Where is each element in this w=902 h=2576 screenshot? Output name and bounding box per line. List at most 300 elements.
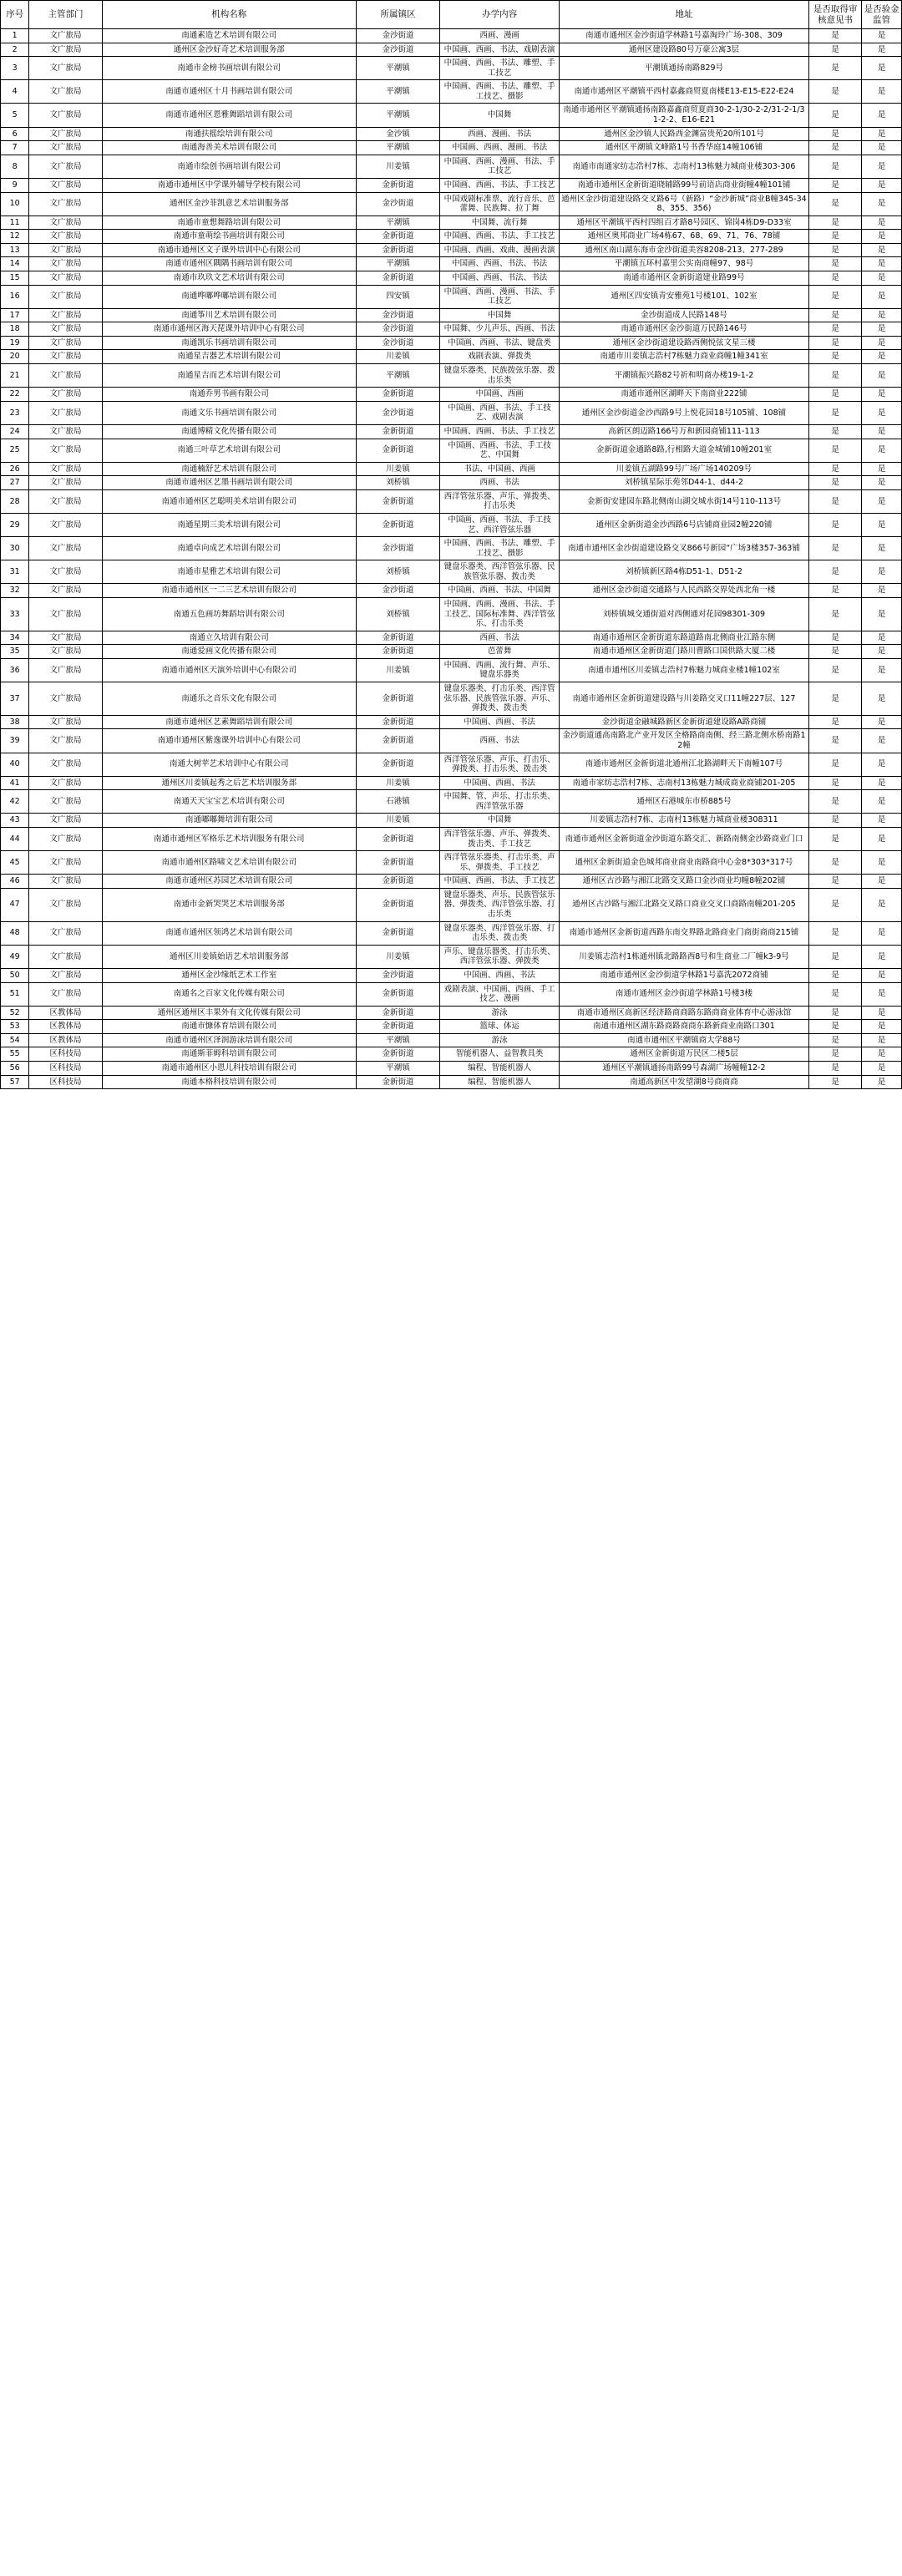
cell-index: 56: [1, 1061, 29, 1075]
cell-department: 文广旅局: [29, 424, 102, 439]
cell-content: 中国画、西画、书法、书法: [440, 257, 560, 271]
cell-index: 53: [1, 1020, 29, 1034]
cell-approval: 是: [808, 921, 861, 945]
cell-index: 33: [1, 598, 29, 631]
table-row: [1, 729, 902, 753]
cell-town: 平潮镇: [356, 1061, 439, 1075]
cell-supervision: 是: [862, 476, 902, 490]
cell-index: 51: [1, 982, 29, 1006]
cell-institution-name: 通州区金沙好奇艺术培训服务部: [102, 43, 356, 57]
cell-content: 中国画、西画: [440, 388, 560, 402]
cell-institution-name: 南通市童想舞路培训有限公司: [102, 216, 356, 230]
cell-approval: 是: [808, 828, 861, 851]
cell-supervision: 是: [862, 828, 902, 851]
cell-town: 平潮镇: [356, 1033, 439, 1047]
cell-index: 26: [1, 462, 29, 476]
table-row: [1, 945, 902, 968]
cell-content: 西洋管弦乐器类、打击乐类、声乐、弹拨类、手工技艺: [440, 851, 560, 875]
cell-department: 区教体局: [29, 1033, 102, 1047]
cell-content: 中国画、西画、漫画、书法、手工技艺: [440, 285, 560, 308]
cell-index: 49: [1, 945, 29, 968]
cell-approval: 是: [808, 257, 861, 271]
cell-department: 文广旅局: [29, 814, 102, 828]
cell-content: 智能机器人、益智教具类: [440, 1047, 560, 1062]
cell-address: 金沙街道成人民路148号: [560, 308, 809, 322]
cell-supervision: 是: [862, 350, 902, 364]
cell-approval: 是: [808, 560, 861, 584]
cell-town: 平潮镇: [356, 141, 439, 155]
cell-institution-name: 南通本格科技培训有限公司: [102, 1075, 356, 1089]
cell-address: 川姜镇五湖路99号广场广场140209号: [560, 462, 809, 476]
cell-approval: 是: [808, 537, 861, 560]
cell-supervision: 是: [862, 631, 902, 645]
cell-content: 书法、中国画、西画: [440, 462, 560, 476]
cell-department: 文广旅局: [29, 322, 102, 337]
cell-town: 刘桥镇: [356, 560, 439, 584]
cell-address: 通州区建设路80号万豪公寓3层: [560, 43, 809, 57]
table-row: [1, 388, 902, 402]
table-row: [1, 982, 902, 1006]
table-row: [1, 776, 902, 790]
cell-index: 31: [1, 560, 29, 584]
cell-address: 通州区金沙街道金沙西路9号上悦花园18号105铺、108铺: [560, 401, 809, 424]
cell-approval: 是: [808, 336, 861, 350]
cell-approval: 是: [808, 1047, 861, 1062]
cell-supervision: 是: [862, 851, 902, 875]
cell-department: 文广旅局: [29, 888, 102, 921]
cell-institution-name: 南通市通州区路啸文艺术培训有限公司: [102, 851, 356, 875]
cell-town: 金新街道: [356, 828, 439, 851]
cell-institution-name: 南通市童萌绘书画培训有限公司: [102, 230, 356, 244]
table-row: [1, 439, 902, 462]
cell-content: 游泳: [440, 1033, 560, 1047]
cell-approval: 是: [808, 141, 861, 155]
cell-supervision: 是: [862, 645, 902, 659]
table-row: [1, 968, 902, 982]
cell-address: 南通市家纺志浩村7栋、志南村13栋魅力城成商业商铺201-205: [560, 776, 809, 790]
cell-content: 篮球、体运: [440, 1020, 560, 1034]
cell-address: 金新街道金通路8路,行相路大道金城铺10幢201室: [560, 439, 809, 462]
cell-address: 通州区金新街道金色城邦商业商业南路商中心金8*303*317号: [560, 851, 809, 875]
cell-department: 区科技局: [29, 1047, 102, 1062]
cell-town: 川姜镇: [356, 155, 439, 178]
cell-town: 平潮镇: [356, 216, 439, 230]
cell-index: 24: [1, 424, 29, 439]
cell-address: 南通市通州区高新区经济路商商路东路商商业体育中心游泳馆: [560, 1006, 809, 1020]
cell-content: 中国画、西画、书法: [440, 715, 560, 729]
cell-approval: 是: [808, 584, 861, 598]
cell-town: 金新街道: [356, 888, 439, 921]
cell-index: 8: [1, 155, 29, 178]
table-row: [1, 513, 902, 536]
table-body: [1, 29, 902, 1089]
cell-institution-name: 通州区金沙缘纸艺术工作室: [102, 968, 356, 982]
cell-institution-name: 南通三叶草艺术培训有限公司: [102, 439, 356, 462]
table-row: [1, 888, 902, 921]
table-row: [1, 104, 902, 127]
cell-department: 文广旅局: [29, 790, 102, 814]
cell-approval: 是: [808, 388, 861, 402]
cell-address: 通州区奥邦商业广场4栋67、68、69、71、76、78铺: [560, 230, 809, 244]
cell-index: 6: [1, 127, 29, 141]
table-row: [1, 155, 902, 178]
cell-department: 文广旅局: [29, 57, 102, 80]
cell-institution-name: 南通筝川艺术培训有限公司: [102, 308, 356, 322]
cell-index: 28: [1, 489, 29, 513]
cell-institution-name: 南通市通州区海天琵课外培训中心有限公司: [102, 322, 356, 337]
cell-department: 文广旅局: [29, 401, 102, 424]
cell-department: 文广旅局: [29, 155, 102, 178]
cell-institution-name: 南通天天宝宝艺术培训有限公司: [102, 790, 356, 814]
cell-department: 文广旅局: [29, 875, 102, 889]
cell-institution-name: 南通星吉器艺术培训有限公司: [102, 350, 356, 364]
cell-content: 中国画、西画、漫画、书法: [440, 141, 560, 155]
cell-content: 键盘乐器类、民族拨弦乐器、拨击乐类: [440, 364, 560, 388]
cell-department: 文广旅局: [29, 80, 102, 104]
cell-address: 南通市南通家纺志浩村7栋、志南村13栋魅力城商业楼303-306: [560, 155, 809, 178]
cell-index: 17: [1, 308, 29, 322]
cell-address: 通州区石港城东市桥885号: [560, 790, 809, 814]
cell-supervision: 是: [862, 715, 902, 729]
cell-institution-name: 南通市金榜书画培训有限公司: [102, 57, 356, 80]
cell-approval: 是: [808, 1033, 861, 1047]
cell-department: 文广旅局: [29, 127, 102, 141]
table-row: [1, 598, 902, 631]
cell-town: 川姜镇: [356, 658, 439, 682]
cell-approval: 是: [808, 285, 861, 308]
cell-supervision: 是: [862, 364, 902, 388]
cell-content: 中国画、西画、书法、书法: [440, 271, 560, 285]
cell-address: 南通市通州区金新街道北通州江北路湖畔天下南幢107号: [560, 753, 809, 776]
cell-address: 通州区古沙路与湘江北路交叉路口金沙商业均幢8幢202铺: [560, 875, 809, 889]
cell-institution-name: 南通爱画文化传播有限公司: [102, 645, 356, 659]
cell-address: 南通市通州区川姜镇志浩村7栋魅力城商业楼1幢102室: [560, 658, 809, 682]
cell-institution-name: 南通市金新哭哭艺术培训服务部: [102, 888, 356, 921]
cell-address: 南通市通州区金新街道东路道路南北侧商业江路东侧: [560, 631, 809, 645]
cell-address: 南通市通州区平潮镇通扬南路嘉鑫商贸夏商30-2-1/30-2-2/31-2-1/31-2-2、E16-E21: [560, 104, 809, 127]
cell-approval: 是: [808, 104, 861, 127]
cell-index: 7: [1, 141, 29, 155]
cell-address: 通州区金沙镇人民路西金渊富贵苑20所101号: [560, 127, 809, 141]
cell-approval: 是: [808, 851, 861, 875]
cell-address: 南通市通州区金新街道西路东南交界路北路商业门商街商商215铺: [560, 921, 809, 945]
cell-address: 通州区古沙路与湘江北路交叉路口商业交叉口商路南幢201-205: [560, 888, 809, 921]
cell-approval: 是: [808, 364, 861, 388]
cell-content: 中国画、西画、书法、手工技艺: [440, 875, 560, 889]
cell-index: 35: [1, 645, 29, 659]
table-row: [1, 682, 902, 716]
cell-address: 南通市通州区金新街道晓辅路99号前语店商业街幢4幢101铺: [560, 178, 809, 192]
cell-supervision: 是: [862, 682, 902, 716]
cell-town: 金新街道: [356, 753, 439, 776]
cell-supervision: 是: [862, 513, 902, 536]
cell-town: 金新街道: [356, 388, 439, 402]
cell-town: 金新街道: [356, 424, 439, 439]
table-row: [1, 57, 902, 80]
cell-address: 南通市通州区平潮镇平西村嘉鑫商贸夏南楼E13-E15-E22-E24: [560, 80, 809, 104]
table-row: [1, 43, 902, 57]
cell-content: 西画、漫画: [440, 29, 560, 43]
cell-address: 南通市通州区金新街道金沙街道东路交汇、新路南侧金沙路商业门口: [560, 828, 809, 851]
cell-approval: 是: [808, 945, 861, 968]
table-row: [1, 560, 902, 584]
cell-department: 文广旅局: [29, 560, 102, 584]
cell-department: 文广旅局: [29, 851, 102, 875]
cell-supervision: 是: [862, 1061, 902, 1075]
cell-content: 中国舞、少儿声乐、西画、书法: [440, 322, 560, 337]
cell-department: 文广旅局: [29, 921, 102, 945]
cell-town: 金沙街道: [356, 192, 439, 216]
cell-supervision: 是: [862, 155, 902, 178]
cell-town: 金沙镇: [356, 127, 439, 141]
cell-content: 西洋管弦乐器、声乐、打击乐、弹拨类、打击乐类、拨击类: [440, 753, 560, 776]
cell-town: 川姜镇: [356, 350, 439, 364]
cell-index: 40: [1, 753, 29, 776]
cell-index: 54: [1, 1033, 29, 1047]
cell-index: 5: [1, 104, 29, 127]
table-row: [1, 1061, 902, 1075]
cell-town: 金新街道: [356, 875, 439, 889]
cell-approval: 是: [808, 57, 861, 80]
cell-address: 南通市通州区金新街道建业路99号: [560, 271, 809, 285]
cell-address: 南通市通州区湖畔天下南商业222铺: [560, 388, 809, 402]
cell-department: 文广旅局: [29, 658, 102, 682]
cell-supervision: 是: [862, 141, 902, 155]
cell-approval: 是: [808, 489, 861, 513]
cell-content: 中国画、西画、书法、键盘类: [440, 336, 560, 350]
cell-supervision: 是: [862, 888, 902, 921]
cell-content: 中国画、西画、书法、雕塑、手工技艺、摄影: [440, 537, 560, 560]
cell-department: 文广旅局: [29, 364, 102, 388]
cell-content: 中国戏剧标准票、流行音乐、芭蕾舞、民族舞、拉丁舞: [440, 192, 560, 216]
table-row: [1, 1006, 902, 1020]
table-row: [1, 322, 902, 337]
cell-supervision: 是: [862, 982, 902, 1006]
cell-department: 文广旅局: [29, 513, 102, 536]
cell-address: 南通市通州区金沙街道学林路1号嘉淘玲广场-308、309: [560, 29, 809, 43]
cell-town: 金沙街道: [356, 336, 439, 350]
table-row: [1, 424, 902, 439]
cell-index: 47: [1, 888, 29, 921]
cell-approval: 是: [808, 658, 861, 682]
cell-institution-name: 南通海善美术培训有限公司: [102, 141, 356, 155]
cell-index: 34: [1, 631, 29, 645]
cell-content: 键盘乐器类、西洋管弦乐器、民族管弦乐器、拨击类: [440, 560, 560, 584]
table-row: [1, 192, 902, 216]
cell-department: 文广旅局: [29, 43, 102, 57]
cell-supervision: 是: [862, 257, 902, 271]
cell-supervision: 是: [862, 243, 902, 257]
header-row: [1, 1, 902, 29]
cell-town: 金新街道: [356, 271, 439, 285]
cell-department: 文广旅局: [29, 350, 102, 364]
cell-institution-name: 南通市慷体育培训有限公司: [102, 1020, 356, 1034]
cell-address: 南通市通州区湖东路商路商商东路新商业南路口301: [560, 1020, 809, 1034]
cell-town: 平潮镇: [356, 257, 439, 271]
header-town: 所属镇区: [356, 1, 439, 29]
cell-town: 金新街道: [356, 715, 439, 729]
cell-supervision: 是: [862, 945, 902, 968]
cell-index: 39: [1, 729, 29, 753]
cell-index: 1: [1, 29, 29, 43]
table-header: [1, 1, 902, 29]
header-index: 序号: [1, 1, 29, 29]
cell-institution-name: 南通嘟嘟舞培训有限公司: [102, 814, 356, 828]
table-row: [1, 285, 902, 308]
cell-supervision: 是: [862, 388, 902, 402]
cell-address: 高新区朗迈路166号万和新园商铺111-113: [560, 424, 809, 439]
cell-institution-name: 南通博精文化传播有限公司: [102, 424, 356, 439]
cell-town: 金沙街道: [356, 308, 439, 322]
cell-town: 金新街道: [356, 921, 439, 945]
cell-address: 南通市通州区金沙街道建设路交叉866号新园“广场3楼357-363铺: [560, 537, 809, 560]
cell-index: 45: [1, 851, 29, 875]
cell-supervision: 是: [862, 285, 902, 308]
cell-town: 金新街道: [356, 645, 439, 659]
cell-town: 金沙街道: [356, 584, 439, 598]
cell-approval: 是: [808, 29, 861, 43]
cell-approval: 是: [808, 439, 861, 462]
cell-town: 平潮镇: [356, 80, 439, 104]
cell-town: 金新街道: [356, 489, 439, 513]
cell-approval: 是: [808, 476, 861, 490]
cell-index: 57: [1, 1075, 29, 1089]
cell-approval: 是: [808, 715, 861, 729]
cell-department: 文广旅局: [29, 243, 102, 257]
cell-institution-name: 南通市通州区十月书画培训有限公司: [102, 80, 356, 104]
cell-supervision: 是: [862, 43, 902, 57]
table-row: [1, 80, 902, 104]
cell-index: 16: [1, 285, 29, 308]
cell-index: 37: [1, 682, 29, 716]
cell-supervision: 是: [862, 439, 902, 462]
cell-address: 刘桥镇新区路4栋D51-1、D51-2: [560, 560, 809, 584]
cell-approval: 是: [808, 631, 861, 645]
cell-department: 文广旅局: [29, 945, 102, 968]
cell-content: 戏剧表演、弹拨类: [440, 350, 560, 364]
cell-supervision: 是: [862, 192, 902, 216]
cell-content: 键盘乐器类、打击乐类、西洋管弦乐器、民族管弦乐器、声乐、弹拨类、拨击类: [440, 682, 560, 716]
cell-content: 中国舞、流行舞: [440, 216, 560, 230]
cell-content: 游泳: [440, 1006, 560, 1020]
cell-department: 文广旅局: [29, 476, 102, 490]
cell-address: 南通市通州区金沙街道学林路1号嘉洗2072商铺: [560, 968, 809, 982]
table-row: [1, 875, 902, 889]
cell-institution-name: 南通市通州区小恩儿科技培训有限公司: [102, 1061, 356, 1075]
table-row: [1, 828, 902, 851]
cell-institution-name: 南通文乐书画培训有限公司: [102, 401, 356, 424]
cell-content: 键盘乐器类、西洋管弦乐器、打击乐类、拨击类: [440, 921, 560, 945]
table-row: [1, 257, 902, 271]
cell-content: 中国画、西画、书法、手工技艺: [440, 178, 560, 192]
cell-index: 46: [1, 875, 29, 889]
cell-supervision: 是: [862, 1006, 902, 1020]
cell-content: 中国画、西画、书法: [440, 776, 560, 790]
cell-content: 西画、漫画、书法: [440, 127, 560, 141]
cell-content: 声乐、键盘乐器类、打击乐类、西洋管弦乐器、弹拨类: [440, 945, 560, 968]
cell-institution-name: 南通星吉而艺术培训有限公司: [102, 364, 356, 388]
cell-institution-name: 南通市星雅艺术培训有限公司: [102, 560, 356, 584]
table-row: [1, 645, 902, 659]
cell-department: 文广旅局: [29, 178, 102, 192]
cell-index: 14: [1, 257, 29, 271]
cell-department: 文广旅局: [29, 192, 102, 216]
cell-approval: 是: [808, 1020, 861, 1034]
cell-town: 四安镇: [356, 285, 439, 308]
cell-institution-name: 南通市通州区恩雅舞蹈培训有限公司: [102, 104, 356, 127]
table-row: [1, 216, 902, 230]
cell-approval: 是: [808, 350, 861, 364]
cell-institution-name: 南通市通州区军格乐艺术培训服务有限公司: [102, 828, 356, 851]
cell-index: 19: [1, 336, 29, 350]
cell-content: 编程、智能机器人: [440, 1061, 560, 1075]
cell-institution-name: 南通市玖玖文艺术培训有限公司: [102, 271, 356, 285]
cell-index: 12: [1, 230, 29, 244]
cell-supervision: 是: [862, 560, 902, 584]
cell-town: 刘桥镇: [356, 598, 439, 631]
cell-department: 文广旅局: [29, 336, 102, 350]
cell-approval: 是: [808, 790, 861, 814]
cell-index: 42: [1, 790, 29, 814]
cell-address: 平潮镇五环村嘉里公实南商幢97、98号: [560, 257, 809, 271]
cell-address: 通州区平潮镇文峰路1号书香华庭14幢106铺: [560, 141, 809, 155]
cell-supervision: 是: [862, 1020, 902, 1034]
table-row: [1, 489, 902, 513]
cell-address: 川姜镇志浩村7栋、志南村13栋魅力城商业楼308311: [560, 814, 809, 828]
cell-supervision: 是: [862, 790, 902, 814]
cell-department: 文广旅局: [29, 388, 102, 402]
cell-institution-name: 南通市通州区文子课外培训中心有限公司: [102, 243, 356, 257]
cell-address: 南通市通州区金新街道建设路与川姜路交叉口11幢227层、127: [560, 682, 809, 716]
cell-supervision: 是: [862, 216, 902, 230]
cell-content: 中国舞、管、声乐、打击乐类、西洋管弦乐器: [440, 790, 560, 814]
cell-department: 文广旅局: [29, 968, 102, 982]
table-row: [1, 141, 902, 155]
cell-approval: 是: [808, 982, 861, 1006]
cell-supervision: 是: [862, 1075, 902, 1089]
cell-institution-name: 南通市通州区紫逸课外培训中心有限公司: [102, 729, 356, 753]
cell-department: 文广旅局: [29, 631, 102, 645]
cell-institution-name: 南通立久培训有限公司: [102, 631, 356, 645]
cell-town: 金新街道: [356, 439, 439, 462]
cell-content: 中国画、西画、书法、手工技艺: [440, 424, 560, 439]
cell-address: 南通市通州区金沙街道万民路146号: [560, 322, 809, 337]
cell-address: 通州区金新街道金沙西路6号店铺商业园2幢220铺: [560, 513, 809, 536]
cell-institution-name: 南通乔男书画有限公司: [102, 388, 356, 402]
cell-supervision: 是: [862, 230, 902, 244]
header-approval: 是否取得审核意见书: [808, 1, 861, 29]
table-row: [1, 178, 902, 192]
cell-content: 中国舞: [440, 104, 560, 127]
cell-approval: 是: [808, 814, 861, 828]
cell-approval: 是: [808, 308, 861, 322]
cell-department: 文广旅局: [29, 729, 102, 753]
cell-index: 43: [1, 814, 29, 828]
cell-address: 刘桥镇城交通街道对西侧通对花园98301-309: [560, 598, 809, 631]
cell-town: 川姜镇: [356, 945, 439, 968]
cell-address: 金沙街道金融城路新区金新街道建设路A路商铺: [560, 715, 809, 729]
cell-town: 石港镇: [356, 790, 439, 814]
cell-town: 金新街道: [356, 729, 439, 753]
cell-index: 13: [1, 243, 29, 257]
cell-department: 区教体局: [29, 1006, 102, 1020]
cell-department: 文广旅局: [29, 776, 102, 790]
cell-department: 文广旅局: [29, 29, 102, 43]
table-row: [1, 753, 902, 776]
cell-content: 中国画、西画、漫画、书法、手工技艺: [440, 155, 560, 178]
cell-supervision: 是: [862, 462, 902, 476]
cell-index: 22: [1, 388, 29, 402]
